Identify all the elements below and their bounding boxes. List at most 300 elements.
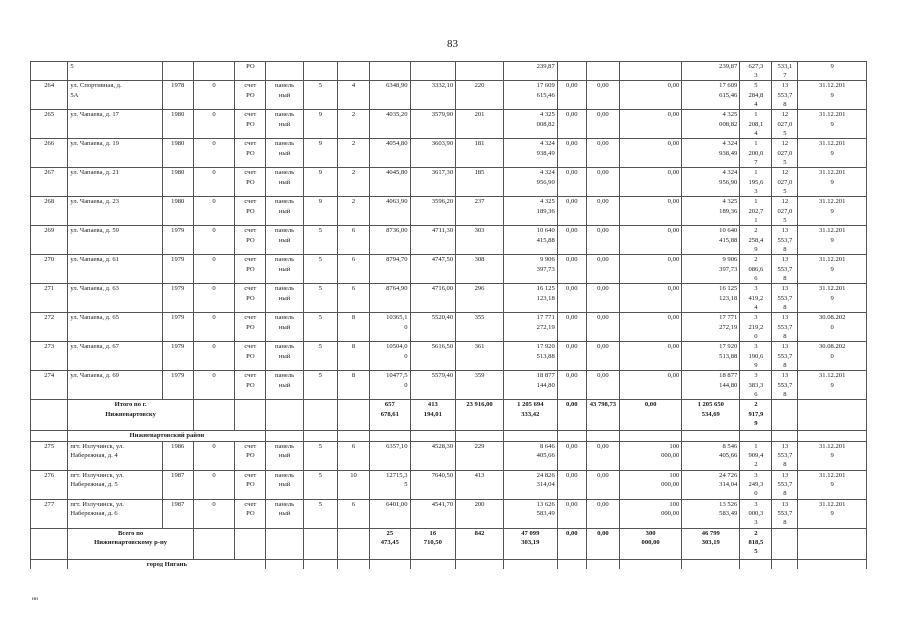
table-cell: 1979	[162, 342, 193, 371]
table-cell	[798, 528, 867, 559]
table-cell: 13 553,7 8	[772, 470, 798, 499]
table-cell	[456, 431, 504, 441]
table-cell	[370, 62, 410, 81]
table-cell: 0,00	[557, 81, 586, 110]
table-cell: 13 553,7 8	[772, 284, 798, 313]
table-cell: 0,00	[586, 139, 619, 168]
table-cell	[620, 62, 682, 81]
table-cell: 31.12.201 9	[798, 197, 867, 226]
table-cell: 5	[303, 371, 337, 400]
table-cell: 1979	[162, 371, 193, 400]
table-cell	[503, 559, 557, 569]
table-cell: 271	[31, 284, 68, 313]
table-cell: 6401,00	[370, 499, 410, 528]
table-cell: 0,00	[620, 226, 682, 255]
table-cell: 1 205 650 534,69	[682, 400, 740, 431]
table-cell: 533,1 7	[772, 62, 798, 81]
table-cell: 10 640 415,88	[503, 226, 557, 255]
table-cell: 355	[456, 313, 504, 342]
table-cell: 4 325 008,82	[682, 110, 740, 139]
table-cell: панель ный	[266, 197, 303, 226]
table-cell: ул. Чапаева, д. 63	[68, 284, 162, 313]
table-cell: 1979	[162, 284, 193, 313]
table-cell	[557, 559, 586, 569]
table-cell: 0,00	[586, 499, 619, 528]
table-cell	[193, 400, 234, 431]
table-cell	[798, 431, 867, 441]
table-cell: Всего по Нижневартовскому р-ну	[68, 528, 193, 559]
table-cell: панель ный	[266, 470, 303, 499]
table-cell: ул. Чапаева, д. 23	[68, 197, 162, 226]
table-cell	[410, 62, 456, 81]
table-cell: 1 200,0 7	[740, 139, 772, 168]
table-cell: 17 771 272,19	[503, 313, 557, 342]
table-cell: 8	[337, 342, 369, 371]
table-cell: 272	[31, 313, 68, 342]
table-cell: 239,87	[682, 62, 740, 81]
table-cell: 1980	[162, 139, 193, 168]
table-cell: 5	[303, 226, 337, 255]
table-cell: 3603,90	[410, 139, 456, 168]
table-cell: пгт. Излучинск, ул. Набережная, д. 4	[68, 441, 162, 470]
table-cell: 0,00	[586, 441, 619, 470]
table-cell: 18 877 144,80	[503, 371, 557, 400]
table-cell: 2	[337, 197, 369, 226]
table-cell: 2 258,4 9	[740, 226, 772, 255]
table-cell: 0,00	[557, 110, 586, 139]
table-cell: ул. Чапаева, д. 19	[68, 139, 162, 168]
table-cell: 2 086,6 6	[740, 255, 772, 284]
table-cell: 6	[337, 284, 369, 313]
table-cell: 8	[337, 371, 369, 400]
table-cell: 3617,30	[410, 168, 456, 197]
table-cell	[31, 559, 68, 569]
table-cell: 0	[193, 284, 234, 313]
table-cell: 303	[456, 226, 504, 255]
table-cell: 5	[303, 499, 337, 528]
table-cell: 31.12.201 9	[798, 371, 867, 400]
table-cell: 0,00	[557, 528, 586, 559]
table-cell: 31.12.201 9	[798, 226, 867, 255]
table-cell: 6348,90	[370, 81, 410, 110]
table-cell: 0,00	[620, 81, 682, 110]
total-row-city	[31, 400, 867, 431]
table-cell: 8794,70	[370, 255, 410, 284]
table-cell	[266, 431, 303, 441]
table-cell: 13 553,7 8	[772, 441, 798, 470]
table-cell: счет РО	[235, 371, 266, 400]
table-cell: 265	[31, 110, 68, 139]
table-cell: 5	[303, 255, 337, 284]
table-cell	[266, 400, 303, 431]
table-cell: 0,00	[586, 342, 619, 371]
table-cell: 1 195,6 3	[740, 168, 772, 197]
table-cell: 12 027,0 5	[772, 110, 798, 139]
table-cell	[337, 62, 369, 81]
table-cell	[303, 559, 337, 569]
table-cell: 1980	[162, 168, 193, 197]
table-cell: 1980	[162, 110, 193, 139]
table-cell: 0,00	[586, 168, 619, 197]
table-cell: 277	[31, 499, 68, 528]
table-cell: ул. Спортивная, д. 5А	[68, 81, 162, 110]
table-cell: 8 646 405,66	[503, 441, 557, 470]
table-cell: 24 826 314,04	[503, 470, 557, 499]
table-cell: Итого по г. Нижневартовску	[68, 400, 193, 431]
table-cell: 4 324 938,49	[503, 139, 557, 168]
footer-mark: нн	[32, 596, 38, 602]
table-cell	[31, 528, 68, 559]
table-cell: 30.08.202 0	[798, 342, 867, 371]
table-row	[31, 441, 867, 470]
table-cell	[266, 559, 303, 569]
table-cell: 268	[31, 197, 68, 226]
table-cell: 31.12.201 9	[798, 255, 867, 284]
table-cell: 13 553,7 8	[772, 499, 798, 528]
table-cell: 270	[31, 255, 68, 284]
table-cell: панель ный	[266, 441, 303, 470]
table-cell: 31.12.201 9	[798, 81, 867, 110]
table-cell: 413	[456, 470, 504, 499]
table-cell: 10	[337, 470, 369, 499]
table-cell: 16 125 123,18	[682, 284, 740, 313]
table-cell: 6	[337, 441, 369, 470]
table-cell: 627,3 3	[740, 62, 772, 81]
table-cell: 0,00	[586, 81, 619, 110]
table-cell: 0,00	[557, 499, 586, 528]
table-cell: счет РО	[235, 168, 266, 197]
table-cell: 1987	[162, 470, 193, 499]
table-cell: 5616,50	[410, 342, 456, 371]
table-cell: 0	[193, 139, 234, 168]
table-cell: панель ный	[266, 168, 303, 197]
table-cell: 17 920 513,88	[682, 342, 740, 371]
table-cell	[772, 559, 798, 569]
table-cell	[740, 431, 772, 441]
total-row-district	[31, 528, 867, 559]
table-cell: 0,00	[620, 255, 682, 284]
table-row	[31, 284, 867, 313]
table-cell: 4045,80	[370, 168, 410, 197]
table-cell: 0,00	[620, 110, 682, 139]
table-cell: 1 202,7 1	[740, 197, 772, 226]
table-cell: 13 553,7 8	[772, 371, 798, 400]
table-row	[31, 313, 867, 342]
table-cell: 4063,90	[370, 197, 410, 226]
table-cell: 267	[31, 168, 68, 197]
table-cell	[193, 528, 234, 559]
table-cell: 2	[337, 110, 369, 139]
table-cell: 200	[456, 499, 504, 528]
table-cell	[370, 559, 410, 569]
table-cell	[410, 559, 456, 569]
table-cell: ул. Чапаева, д. 61	[68, 255, 162, 284]
table-cell: 0,00	[557, 226, 586, 255]
table-cell: 10477,5 0	[370, 371, 410, 400]
table-cell: 4541,70	[410, 499, 456, 528]
table-cell: 0,00	[620, 313, 682, 342]
table-cell: 0,00	[586, 313, 619, 342]
table-cell: 24 726 314,04	[682, 470, 740, 499]
table-cell: 13 553,7 8	[772, 226, 798, 255]
table-row	[31, 110, 867, 139]
table-cell: 9	[303, 110, 337, 139]
table-cell	[31, 400, 68, 431]
table-cell	[31, 62, 68, 81]
table-cell: счет РО	[235, 139, 266, 168]
table-cell	[772, 528, 798, 559]
table-cell: 3 383,3 6	[740, 371, 772, 400]
table-cell: 359	[456, 371, 504, 400]
table-cell: 31.12.201 9	[798, 168, 867, 197]
table-cell	[410, 431, 456, 441]
table-cell: 3 000,3 3	[740, 499, 772, 528]
table-cell: 181	[456, 139, 504, 168]
table-cell: 0	[193, 313, 234, 342]
table-cell: счет РО	[235, 81, 266, 110]
table-cell: 31.12.201 9	[798, 110, 867, 139]
table-cell: 0,00	[586, 470, 619, 499]
table-cell: пгт. Излучинск, ул. Набережная, д. 6	[68, 499, 162, 528]
table-cell: 361	[456, 342, 504, 371]
table-cell: 0	[193, 371, 234, 400]
table-cell: 4 325 008,82	[503, 110, 557, 139]
table-cell: 13 553,7 8	[772, 255, 798, 284]
table-cell: 12 027,0 5	[772, 168, 798, 197]
table-cell: 6	[337, 499, 369, 528]
table-cell	[337, 431, 369, 441]
table-cell: 185	[456, 168, 504, 197]
table-cell	[456, 559, 504, 569]
table-cell: 2 818,5 5	[740, 528, 772, 559]
table-cell: 0,00	[586, 226, 619, 255]
table-cell: 5	[68, 62, 162, 81]
table-cell: 3 190,6 9	[740, 342, 772, 371]
table-cell: 6357,10	[370, 441, 410, 470]
table-cell: 4	[337, 81, 369, 110]
table-cell: 0	[193, 110, 234, 139]
table-cell	[586, 62, 619, 81]
table-cell: 4528,30	[410, 441, 456, 470]
table-cell: 0,00	[620, 342, 682, 371]
table-cell	[31, 431, 68, 441]
table-cell: 43 798,73	[586, 400, 619, 431]
table-cell	[193, 62, 234, 81]
table-cell: 16 710,50	[410, 528, 456, 559]
table-cell: 4 324 938,49	[682, 139, 740, 168]
table-cell: 0,00	[620, 168, 682, 197]
table-row	[31, 499, 867, 528]
table-cell: 13 553,7 8	[772, 81, 798, 110]
table-row	[31, 470, 867, 499]
table-cell: 657 678,61	[370, 400, 410, 431]
table-cell: 4054,80	[370, 139, 410, 168]
table-cell	[235, 528, 266, 559]
table-cell: панель ный	[266, 110, 303, 139]
table-cell	[586, 559, 619, 569]
table-cell: 13 626 583,49	[503, 499, 557, 528]
table-cell: 275	[31, 441, 68, 470]
table-cell: 269	[31, 226, 68, 255]
table-cell: 9	[303, 197, 337, 226]
table-cell: 0	[193, 81, 234, 110]
table-cell: 8764,90	[370, 284, 410, 313]
table-cell: панель ный	[266, 342, 303, 371]
table-cell: 12 027,0 5	[772, 197, 798, 226]
table-cell: 2	[337, 168, 369, 197]
table-cell: 3579,90	[410, 110, 456, 139]
table-cell	[303, 400, 337, 431]
table-cell	[503, 431, 557, 441]
table-cell: 10365,1 0	[370, 313, 410, 342]
table-cell: 5	[303, 284, 337, 313]
table-cell: 100 000,00	[620, 470, 682, 499]
table-cell	[772, 400, 798, 431]
table-cell: 4 324 956,90	[503, 168, 557, 197]
table-cell: ул. Чапаева, д. 65	[68, 313, 162, 342]
table-cell: РО	[235, 62, 266, 81]
table-cell: панель ный	[266, 313, 303, 342]
table-cell: 1978	[162, 81, 193, 110]
table-cell	[303, 528, 337, 559]
table-cell: 1 208,1 4	[740, 110, 772, 139]
table-cell: 842	[456, 528, 504, 559]
table-cell: 3332,10	[410, 81, 456, 110]
table-cell: 5	[303, 441, 337, 470]
table-cell: 0,00	[620, 371, 682, 400]
table-cell: 1987	[162, 499, 193, 528]
table-cell: 31.12.201 9	[798, 441, 867, 470]
table-cell: 8	[337, 313, 369, 342]
table-cell	[303, 431, 337, 441]
table-cell: панель ный	[266, 371, 303, 400]
table-cell: ул. Чапаева, д. 67	[68, 342, 162, 371]
table-cell: 5	[303, 313, 337, 342]
table-cell: 0	[193, 197, 234, 226]
table-cell	[337, 559, 369, 569]
table-cell: счет РО	[235, 470, 266, 499]
table-cell: панель ный	[266, 255, 303, 284]
table-cell: 0	[193, 255, 234, 284]
table-cell: 5579,40	[410, 371, 456, 400]
table-cell: панель ный	[266, 81, 303, 110]
table-cell: 0	[193, 441, 234, 470]
table-cell: 100 000,00	[620, 441, 682, 470]
table-cell: 264	[31, 81, 68, 110]
table-cell: 1979	[162, 313, 193, 342]
table-cell	[620, 431, 682, 441]
table-cell: 0,00	[586, 528, 619, 559]
table-cell: город Нягань	[68, 559, 266, 569]
table-cell: 0,00	[557, 371, 586, 400]
table-cell: 0	[193, 168, 234, 197]
table-cell: 1 909,4 2	[740, 441, 772, 470]
table-cell: 30.08.202 0	[798, 313, 867, 342]
table-cell: ул. Чапаева, д. 59	[68, 226, 162, 255]
table-row	[31, 168, 867, 197]
table-cell	[337, 528, 369, 559]
table-cell: 0	[193, 342, 234, 371]
table-cell: 0,00	[557, 441, 586, 470]
table-cell: 4 324 956,90	[682, 168, 740, 197]
table-cell: панель ный	[266, 139, 303, 168]
table-cell	[586, 431, 619, 441]
table-cell: 4 325 189,36	[682, 197, 740, 226]
table-cell: 16 125 123,18	[503, 284, 557, 313]
table-cell: 47 099 303,19	[503, 528, 557, 559]
table-cell	[682, 431, 740, 441]
table-cell: 6	[337, 226, 369, 255]
table-cell: 5 284,8 4	[740, 81, 772, 110]
table-row	[31, 197, 867, 226]
table-cell: 46 799 303,19	[682, 528, 740, 559]
table-cell: 201	[456, 110, 504, 139]
table-cell: 0,00	[586, 255, 619, 284]
table-cell: Нижневартовский район	[68, 431, 266, 441]
table-cell: 6	[337, 255, 369, 284]
table-cell: 7640,50	[410, 470, 456, 499]
table-cell: 0,00	[586, 197, 619, 226]
table-cell: 0	[193, 226, 234, 255]
table-cell: ул. Чапаева, д. 21	[68, 168, 162, 197]
table-row	[31, 81, 867, 110]
table-cell: 10504,0 0	[370, 342, 410, 371]
table-cell: 100 000,00	[620, 499, 682, 528]
table-cell: 4747,50	[410, 255, 456, 284]
table-cell: 0,00	[557, 400, 586, 431]
table-cell: 12715,3 5	[370, 470, 410, 499]
table-cell: 1979	[162, 255, 193, 284]
table-cell: 3596,20	[410, 197, 456, 226]
table-cell: 0,00	[557, 470, 586, 499]
housing-repair-table	[30, 61, 867, 569]
table-cell	[798, 559, 867, 569]
table-cell: 239,87	[503, 62, 557, 81]
table-cell: 4711,30	[410, 226, 456, 255]
table-row	[31, 139, 867, 168]
table-cell: 5	[303, 81, 337, 110]
table-cell: счет РО	[235, 441, 266, 470]
table-cell	[266, 528, 303, 559]
district-title-row	[31, 431, 867, 441]
table-row	[31, 255, 867, 284]
table-cell: 5	[303, 342, 337, 371]
table-cell: 276	[31, 470, 68, 499]
table-cell	[740, 559, 772, 569]
table-cell: счет РО	[235, 255, 266, 284]
table-cell	[772, 431, 798, 441]
table-cell: 0,00	[586, 284, 619, 313]
table-cell: 4035,20	[370, 110, 410, 139]
table-cell	[266, 62, 303, 81]
table-cell: 3 219,2 0	[740, 313, 772, 342]
table-cell: 1 205 694 333,42	[503, 400, 557, 431]
table-cell	[798, 400, 867, 431]
table-cell: 9 906 397,73	[503, 255, 557, 284]
table-cell: 13 526 583,49	[682, 499, 740, 528]
table-cell: 17 609 615,46	[682, 81, 740, 110]
table-cell	[620, 559, 682, 569]
table-cell: 2 917,9 9	[740, 400, 772, 431]
table-cell: 274	[31, 371, 68, 400]
table-cell: 3 249,3 0	[740, 470, 772, 499]
table-cell: счет РО	[235, 226, 266, 255]
table-cell: 9 906 397,73	[682, 255, 740, 284]
table-cell: 17 771 272,19	[682, 313, 740, 342]
table-cell: 0,00	[557, 284, 586, 313]
table-cell: 31.12.201 9	[798, 284, 867, 313]
table-cell	[337, 400, 369, 431]
